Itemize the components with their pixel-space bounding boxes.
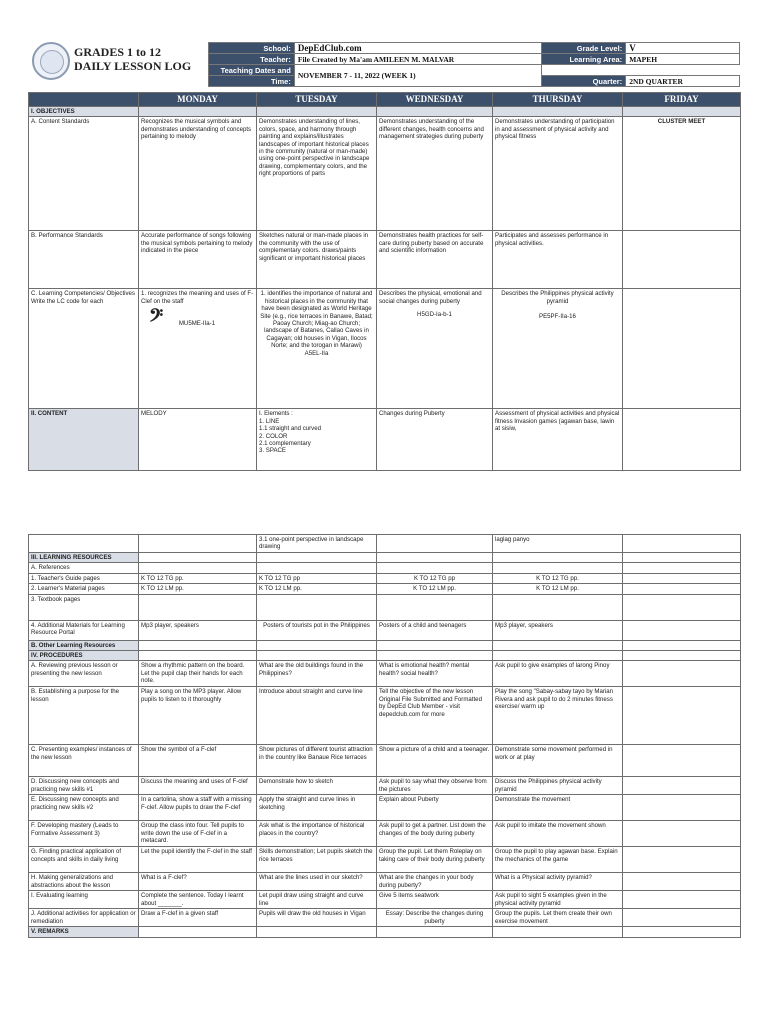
area-value: MAPEH [626,54,740,65]
cell-monday: Play a song on the MP3 player. Allow pupils to listen to it thoroughly [139,687,257,745]
cell-wednesday: Posters of a child and teenagers [377,620,493,640]
textbook-row [29,594,741,620]
procedure-d-row [29,777,741,795]
quarter-value: 2ND QUARTER [626,76,740,87]
cell-tuesday: Introduce about straight and curve line [257,687,377,745]
cell-monday: Discuss the meaning and uses of F-clef [139,777,257,795]
cell-monday: In a cartolina, show a staff with a missing F-clef. Allow pupils to draw the F-clef [139,795,257,821]
procedure-f-row [29,821,741,847]
row-label: E. Discussing new concepts and practicing new skills #2 [29,795,139,821]
cell-wednesday: Ask pupil to get a partner. List down the changes of the body during puberty [377,821,493,847]
grade-label: Grade Level: [542,43,626,54]
procedure-i-row [29,891,741,909]
quarter-label: Quarter: [542,76,626,87]
row-label: 3. Textbook pages [29,594,139,620]
cell-tuesday: Let pupil draw using straight and curve line [257,891,377,909]
resources-label: III. LEARNING RESOURCES [29,553,139,563]
row-label: A. Content Standards [29,117,139,231]
cell-monday: K TO 12 TG pp. [139,573,257,583]
header-info-table [208,42,740,87]
cell-thursday: Discuss the Philippines physical activity pyramid [493,777,623,795]
cell-wednesday: Changes during Puberty [377,409,493,471]
cell-tuesday: Posters of tourists pot in the Philippines [257,620,377,640]
cell-thursday: Assessment of physical activities and physical fitness Invasion games (agawan base, lawin at sisiw, [493,409,623,471]
remarks-row [29,927,741,937]
cell-wednesday: Give 5 items seatwork [377,891,493,909]
procedure-e-row [29,795,741,821]
cell-monday: Mp3 player, speakers [139,620,257,640]
cell-thursday: Play the song "Sabay-sabay tayo by Marian Rivera and ask pupil to do 2 minutes fitness exercise/ warm up [493,687,623,745]
title-line-2: DAILY LESSON LOG [74,59,192,73]
content-tuesday-line: 3. SPACE [259,447,286,455]
title-line-1: GRADES 1 to 12 [74,45,162,59]
cell-thursday: Participates and assesses performance in physical activities. [493,231,623,289]
procedure-c-row [29,745,741,777]
competency-wednesday-code: H5GD-Ia-b-1 [417,311,452,319]
cell-wednesday: What is emotional health? mental health? social health? [377,661,493,687]
learners-material-row [29,584,741,594]
content-tuesday-line: 1. LINE [259,417,280,425]
procedures-label: IV. PROCEDURES [29,651,139,661]
row-label: F. Developing mastery (Leads to Formative Assessment 3) [29,821,139,847]
procedure-b-row [29,687,741,745]
day-wednesday: WEDNESDAY [377,93,493,107]
cell-wednesday: What are the changes in your body during puberty? [377,873,493,891]
competency-tuesday-code: A5EL-IIa [304,349,329,357]
cell-monday: Recognizes the musical symbols and demonstrates understanding of concepts pertaining to melody [139,117,257,231]
header [28,42,740,86]
content-tuesday-line: I. Elements : [259,410,293,418]
cell-thursday: Group the pupil to play agawan base. Explain the mechanics of the game [493,847,623,873]
cell-thursday: Ask pupil to imitate the movement shown [493,821,623,847]
document-title [74,45,191,73]
objectives-label: I. OBJECTIVES [29,107,139,117]
competency-tuesday-text: 1. identifies the importance of natural and historical places in the community that have been designated as World Heritage Site (e.g., rice terraces in Banawe, Batad; Paoay Church; Miag-ao Church; landscape of Batanes, Callao Caves in Cagayan; old houses in Vigan, Ilocos Norte; and the torogan in Marawi) [260,290,373,350]
cell-wednesday: K TO 12 TG pp [377,573,493,583]
resources-section-row [29,553,741,563]
row-label: A. Reviewing previous lesson or presenting the new lesson [29,661,139,687]
cell-monday: Complete the sentence. Today I learnt about _______. [139,891,257,909]
cell-tuesday: Show pictures of different tourist attraction in the country like Banaue Rice terraces [257,745,377,777]
cell-wednesday: Explain about Puberty [377,795,493,821]
cell-thursday: K TO 12 TG pp. [493,573,623,583]
row-label: 2. Learner's Material pages [29,584,139,594]
cell-tuesday: Apply the straight and curve lines in sketching [257,795,377,821]
cell-tuesday [257,409,377,471]
day-monday: MONDAY [139,93,257,107]
competency-thursday-code: PE5PF-IIa-16 [539,313,576,321]
dates-label-2: Time: [209,76,295,87]
row-label: 4. Additional Materials for Learning Resource Portal [29,620,139,640]
day-header-row [29,93,741,107]
cell-thursday: Ask pupil to give examples of larong Pinoy [493,661,623,687]
cell-thursday: Demonstrate the movement [493,795,623,821]
cell-tuesday: What are the old buildings found in the Philippines? [257,661,377,687]
cell-monday: MELODY [139,409,257,471]
cell-wednesday: Demonstrates understanding of the different changes, health concerns and management strategies during puberty [377,117,493,231]
competency-wednesday-text: Describes the physical, emotional and social changes during puberty [379,290,482,305]
cell-thursday: Mp3 player, speakers [493,620,623,640]
cell-tuesday [257,289,377,409]
day-thursday: THURSDAY [493,93,623,107]
row-label: I. Evaluating learning [29,891,139,909]
teacher-label: Teacher: [209,54,295,65]
cell-thursday: Demonstrate some movement performed in work or at play [493,745,623,777]
objectives-section-row [29,107,741,117]
dates-label-1: Teaching Dates and [209,65,295,76]
dates-value: NOVEMBER 7 - 11, 2022 (WEEK 1) [294,65,541,87]
cell-wednesday: K TO 12 LM pp. [377,584,493,594]
cell-tuesday: Ask what is the importance of historical places in the country? [257,821,377,847]
cell-monday: K TO 12 LM pp. [139,584,257,594]
row-label: J. Additional activities for application or remediation [29,909,139,927]
cell-tuesday: Skills demonstration; Let pupils sketch the rice terraces [257,847,377,873]
content-tuesday-line: 1.1 straight and curved [259,425,321,433]
row-label: B. Other Learning Resources [29,640,139,650]
row-label: D. Discussing new concepts and practicing new skills #1 [29,777,139,795]
procedure-g-row [29,847,741,873]
content-label: II. CONTENT [29,409,139,471]
bass-clef-icon: 𝄢 [149,305,164,332]
cell-monday [139,289,257,409]
content-tuesday-line: 2. COLOR [259,432,288,440]
cell-monday: Show the symbol of a F-clef [139,745,257,777]
lesson-table-top [28,92,741,471]
lesson-table-bottom [28,534,741,938]
cell-thursday: Demonstrates understanding of participation in and assessment of physical activity and physical fitness [493,117,623,231]
cell-wednesday: Ask pupil to say what they observe from the pictures [377,777,493,795]
cell-tuesday: Demonstrate how to sketch [257,777,377,795]
day-friday: FRIDAY [623,93,741,107]
school-label: School: [209,43,295,54]
additional-materials-row [29,620,741,640]
cell-tuesday: Pupils will draw the old houses in Vigan [257,909,377,927]
row-label: B. Performance Standards [29,231,139,289]
area-label: Learning Area: [542,54,626,65]
cell-wednesday: Group the pupil. Let them Roleplay on taking care of their body during puberty [377,847,493,873]
cell-wednesday [377,289,493,409]
cell-monday: What is a F-clef? [139,873,257,891]
content-row [29,409,741,471]
other-resources-row [29,640,741,650]
cell-thursday: K TO 12 LM pp. [493,584,623,594]
content-tuesday-line: 2.1 complementary [259,440,311,448]
cell-thursday: laglag panyo [493,535,623,553]
cell-tuesday: K TO 12 TG pp [257,573,377,583]
cell-tuesday: Sketches natural or man-made places in the community with the use of complementary colors. draws/paints significant or important historical places [257,231,377,289]
procedure-h-row [29,873,741,891]
content-standards-row [29,117,741,231]
cell-thursday: What is a Physical activity pyramid? [493,873,623,891]
row-label: H. Making generalizations and abstractions about the lesson [29,873,139,891]
procedure-j-row [29,909,741,927]
day-tuesday: TUESDAY [257,93,377,107]
content-continued-row [29,535,741,553]
school-value: DepEdClub.com [294,43,541,54]
cell-tuesday: K TO 12 LM pp. [257,584,377,594]
cell-wednesday: Essay: Describe the changes during puberty [377,909,493,927]
cell-wednesday: Tell the objective of the new lesson Original File Submitted and Formatted by DepEd Club Member - visit depedclub.com for more [377,687,493,745]
procedures-section-row [29,651,741,661]
row-label: G. Finding practical application of concepts and skills in daily living [29,847,139,873]
row-label: C. Learning Competencies/ Objectives Write the LC code for each [29,289,139,409]
cell-wednesday: Show a picture of a child and a teenager. [377,745,493,777]
performance-standards-row [29,231,741,289]
cell-tuesday: Demonstrates understanding of lines, colors, space, and harmony through painting and explains/illustrates landscapes of important historical places in the community (natural or man-made) using one-point perspective in landscape drawing, complementary colors, and the right proportions of parts [257,117,377,231]
teachers-guide-row [29,573,741,583]
row-label: 1. Teacher's Guide pages [29,573,139,583]
cell-thursday [493,289,623,409]
cell-tuesday: 3.1 one-point perspective in landscape drawing [257,535,377,553]
competency-monday-text: 1. recognizes the meaning and uses of F-Clef on the staff [141,290,254,305]
cell-thursday: Ask pupil to sight 5 examples given in the physical activity pyramid [493,891,623,909]
row-label: A. References [29,563,139,573]
cell-tuesday: What are the lines used in our sketch? [257,873,377,891]
cell-monday: Group the class into four. Tell pupils to write down the use of F-clef in a metacard. [139,821,257,847]
cell-monday: Let the pupil identify the F-clef in the staff [139,847,257,873]
procedure-a-row [29,661,741,687]
cell-thursday: Group the pupils. Let them create their own exercise movement [493,909,623,927]
row-label: B. Establishing a purpose for the lesson [29,687,139,745]
deped-seal-icon [32,42,70,80]
competency-thursday-text: Describes the Philippines physical activity pyramid [501,290,614,305]
references-row [29,563,741,573]
grade-value: V [626,43,740,54]
row-label: C. Presenting examples/ instances of the new lesson [29,745,139,777]
cell-monday: Draw a F-clef in a given staff [139,909,257,927]
cell-wednesday: Demonstrates health practices for self-care during puberty based on accurate and scientific information [377,231,493,289]
remarks-label: V. REMARKS [29,927,139,937]
cluster-meet-note: CLUSTER MEET [623,117,741,231]
teacher-value: File Created by Ma'am AMILEEN M. MALVAR [294,54,541,65]
cell-monday: Accurate performance of songs following the musical symbols pertaining to melody indicated in the piece [139,231,257,289]
competency-monday-code: MU5ME-IIa-1 [178,320,216,328]
cell-monday: Show a rhythmic pattern on the board. Let the pupil clap their hands for each note. [139,661,257,687]
competencies-row [29,289,741,409]
